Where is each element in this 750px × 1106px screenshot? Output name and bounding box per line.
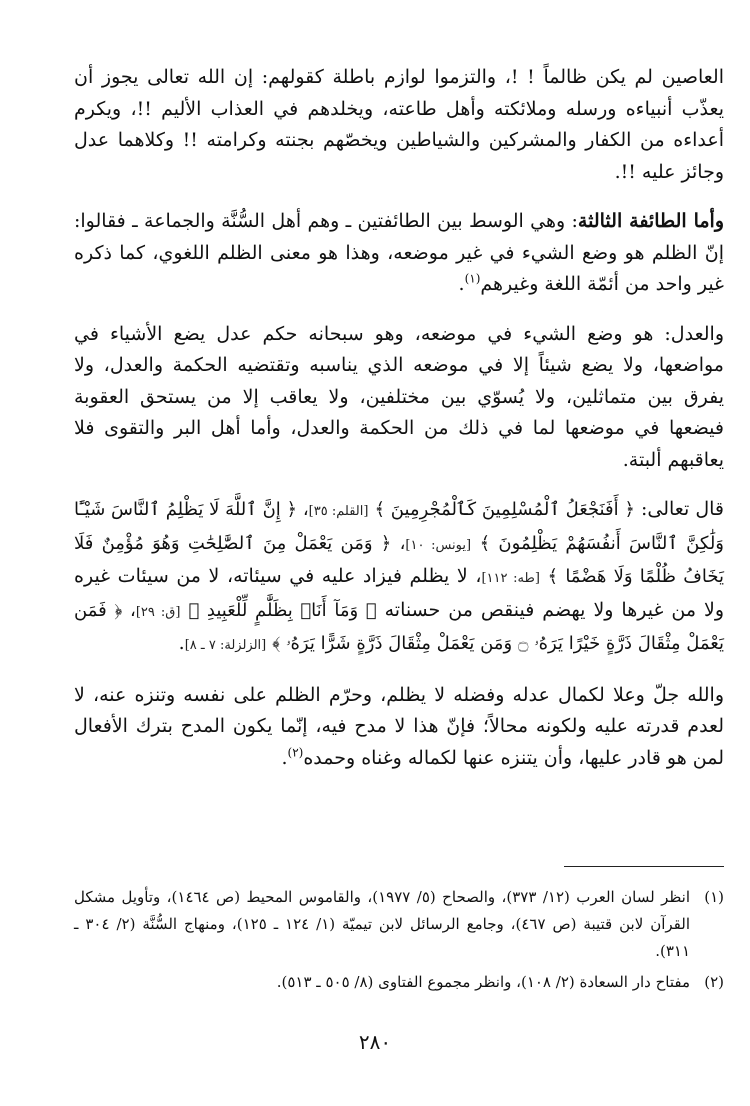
paragraph-intro-text: العاصين لم يكن ظالماً ! !، والتزموا لوازم باطلة كقولهم: إن الله تعالى يجوز أن يعذّب أنبياءه ورسله وملائكته وأهل طاعته، ويخلدهم في العذاب الأليم !!، ويكرم أعداءه من الكفار والمشركين والشياطين ويخصّهم بجنته وكرامته !! وكلاهما عدل وجائز عليه !!.: [74, 66, 724, 183]
paragraph-closing: [74, 680, 724, 775]
paragraph-intro: [74, 62, 724, 188]
footnote-1: [74, 884, 724, 965]
footnote-mark-1[interactable]: (١): [464, 271, 481, 286]
verse-ref-3: [طه: ١١٢]: [481, 571, 540, 586]
paragraph-closing-tail: .: [281, 746, 288, 769]
footnote-divider: [564, 866, 724, 867]
page-number: ٢٨٠: [358, 1030, 392, 1054]
footnote-mark-2[interactable]: (٢): [287, 745, 304, 760]
paragraph-justice: [74, 319, 724, 477]
quran-verse-5: ، ﴿ فَمَن يَعْمَلْ مِثْقَالَ ذَرَّةٍ خَيْرًا يَرَهُۥ ۝ وَمَن يَعْمَلْ مِثْقَالَ ذَرَّةٍ شَرًّا يَرَهُۥ ﴾: [74, 599, 724, 654]
verse-ref-1: [القلم: ٣٥]: [308, 504, 369, 519]
paragraph-closing-text: والله جلّ وعلا لكمال عدله وفضله لا يظلم، وحرّم الظلم على نفسه وتنزه عنه، لا لعدم قدرته عليه ولكونه محالاً؛ فإنّ هذا لا مدح فيه، إنّما يكون المدح بترك الأفعال لمن هو قادر عليها، وأن يتنزه عنها لكماله وغناه وحمده: [74, 683, 724, 769]
quran-middle-text: ، لا يظلم فيزاد عليه في سيئاته، لا من سيئات غيره ولا من غيرها ولا يهضم فينقص من حسناته: [74, 565, 724, 621]
quran-verse-4: ﴿ وَمَآ أَنَا۠ بِظَلَّٰمٍ لِّلْعَبِيدِ ﴾: [188, 599, 377, 621]
footnote-2-text: مفتاح دار السعادة (٢/ ١٠٨)، وانظر مجموع الفتاوى (٨/ ٥٠٥ ـ ٥١٣).: [276, 973, 690, 991]
paragraph-third-group-text: : وهي الوسط بين الطائفتين ـ وهم أهل السُّنَّة والجماعة ـ فقالوا: إنّ الظلم هو وضع الشيء في غير موضعه، وهذا هو معنى الظلم اللغوي، كما ذكره غير واحد من أئمّة اللغة وغيرهم: [74, 210, 724, 295]
paragraph-third-group-tail: .: [458, 273, 465, 295]
paragraph-third-group-lead: وأما الطائفة الثالثة: [577, 210, 724, 232]
quran-intro: قال تعالى:: [634, 498, 724, 520]
verse-ref-4: [ق: ٢٩]: [135, 604, 181, 620]
page-body: [74, 62, 724, 792]
paragraph-justice-text: والعدل: هو وضع الشيء في موضعه، وهو سبحانه حكم عدل يضع الأشياء في مواضعها، ولا يضع شيئاً إلا في موضعه الذي يناسبه وتقتضيه الحكمة والعدل، ولا يفرق بين متماثلين، ولا يُسوّي بين مختلفين، ولا يعاقب إلا من يستحق العقوبة فيضعها في موضعها لما في ذلك من الحكمة والعدل، وأما أهل البر والتقوى فلا يعاقبهم ألبتة.: [74, 322, 724, 471]
quran-verse-2: ، ﴿ إِنَّ ٱللَّهَ لَا يَظْلِمُ ٱلنَّاسَ شَيْـًٔا وَلَٰكِنَّ ٱلنَّاسَ أَنفُسَهُمْ يَظْلِمُونَ ﴾: [74, 499, 724, 554]
quran-verse-1: ﴿ أَفَنَجْعَلُ ٱلْمُسْلِمِينَ كَٱلْمُجْرِمِينَ ﴾: [374, 499, 635, 520]
paragraph-quran: [74, 494, 724, 662]
footnotes: [74, 884, 724, 1000]
footnote-2-number: (٢): [704, 973, 724, 991]
footnote-2: [74, 969, 724, 996]
paragraph-third-group: [74, 206, 724, 301]
footnote-1-number: (١): [704, 888, 724, 906]
quran-end: .: [178, 632, 185, 654]
verse-ref-5: [الزلزلة: ٧ ـ ٨]: [184, 638, 267, 653]
quran-verse-3: ، ﴿ وَمَن يَعْمَلْ مِنَ ٱلصَّٰلِحَٰتِ وَهُوَ مُؤْمِنٌ فَلَا يَخَافُ ظُلْمًا وَلَا هَضْمًا ﴾: [74, 532, 724, 587]
footnote-1-text: انظر لسان العرب (١٢/ ٣٧٣)، والصحاح (٥/ ١٩٧٧)، والقاموس المحيط (ص ١٤٦٤)، وتأويل مشكل القرآن لابن قتيبة (ص ٤٦٧)، وجامع الرسائل لابن تيميّة (١/ ١٢٤ ـ ١٢٥)، ومنهاج السُّنَّة (٢/ ٣٠٤ ـ ٣١١).: [74, 888, 691, 960]
verse-ref-2: [يونس: ١٠]: [405, 537, 472, 553]
